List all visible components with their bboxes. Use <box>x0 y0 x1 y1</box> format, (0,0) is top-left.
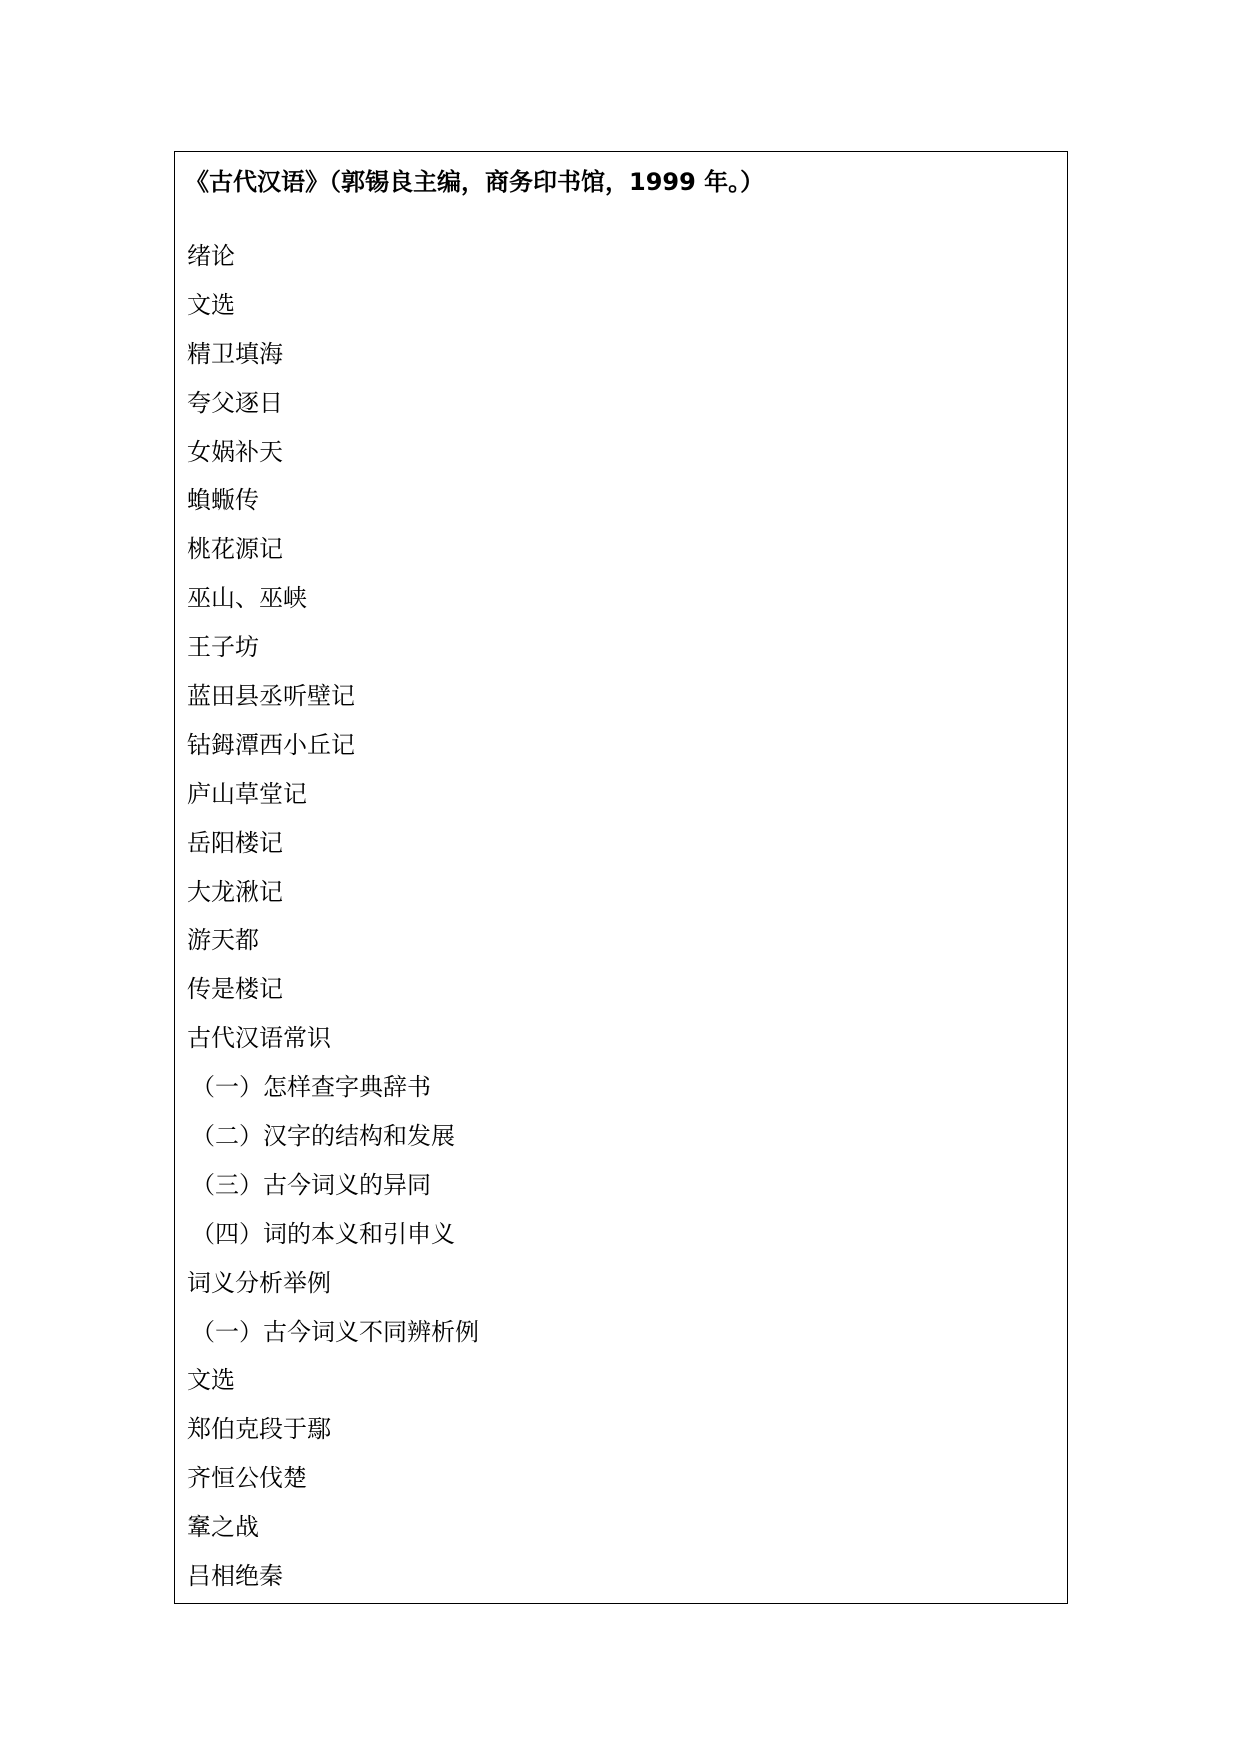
contents-item: 钴鉧潭西小丘记 <box>187 730 355 759</box>
contents-item: 岳阳楼记 <box>187 828 283 857</box>
document-frame <box>174 151 1068 1604</box>
contents-item: 传是楼记 <box>187 975 283 1004</box>
contents-item: 齐恒公伐楚 <box>187 1464 307 1493</box>
contents-item: 大龙湫记 <box>187 877 283 906</box>
contents-item: 游天都 <box>187 926 259 955</box>
contents-item: 桃花源记 <box>187 535 283 564</box>
contents-item: 女娲补天 <box>187 437 283 466</box>
contents-subitem: （一）怎样查字典辞书 <box>191 1073 431 1102</box>
contents-list <box>187 232 479 1601</box>
contents-item: 古代汉语常识 <box>187 1024 331 1053</box>
contents-item: 词义分析举例 <box>187 1268 331 1297</box>
contents-item: 郑伯克段于鄢 <box>187 1415 331 1444</box>
contents-item: 王子坊 <box>187 633 259 662</box>
contents-subitem: （三）古今词义的异同 <box>191 1170 431 1199</box>
contents-subitem: （四）词的本义和引申义 <box>191 1219 455 1248</box>
contents-item: 文选 <box>187 290 235 319</box>
contents-item: 文选 <box>187 1366 235 1395</box>
contents-item: 庐山草堂记 <box>187 779 307 808</box>
document-title: 《古代汉语》（郭锡良主编，商务印书馆，1999 年。） <box>185 168 765 196</box>
contents-item: 蝜蝂传 <box>187 486 259 515</box>
contents-item: 吕相绝秦 <box>187 1562 283 1591</box>
contents-item: 夸父逐日 <box>187 388 283 417</box>
contents-subitem: （二）汉字的结构和发展 <box>191 1122 455 1151</box>
contents-item: 鞌之战 <box>187 1513 259 1542</box>
contents-item: 绪论 <box>187 242 235 270</box>
contents-item: 巫山、巫峡 <box>187 584 307 613</box>
contents-item: 精卫填海 <box>187 339 283 368</box>
contents-subitem: （一）古今词义不同辨析例 <box>191 1317 479 1346</box>
contents-item: 蓝田县丞听壁记 <box>187 682 355 711</box>
